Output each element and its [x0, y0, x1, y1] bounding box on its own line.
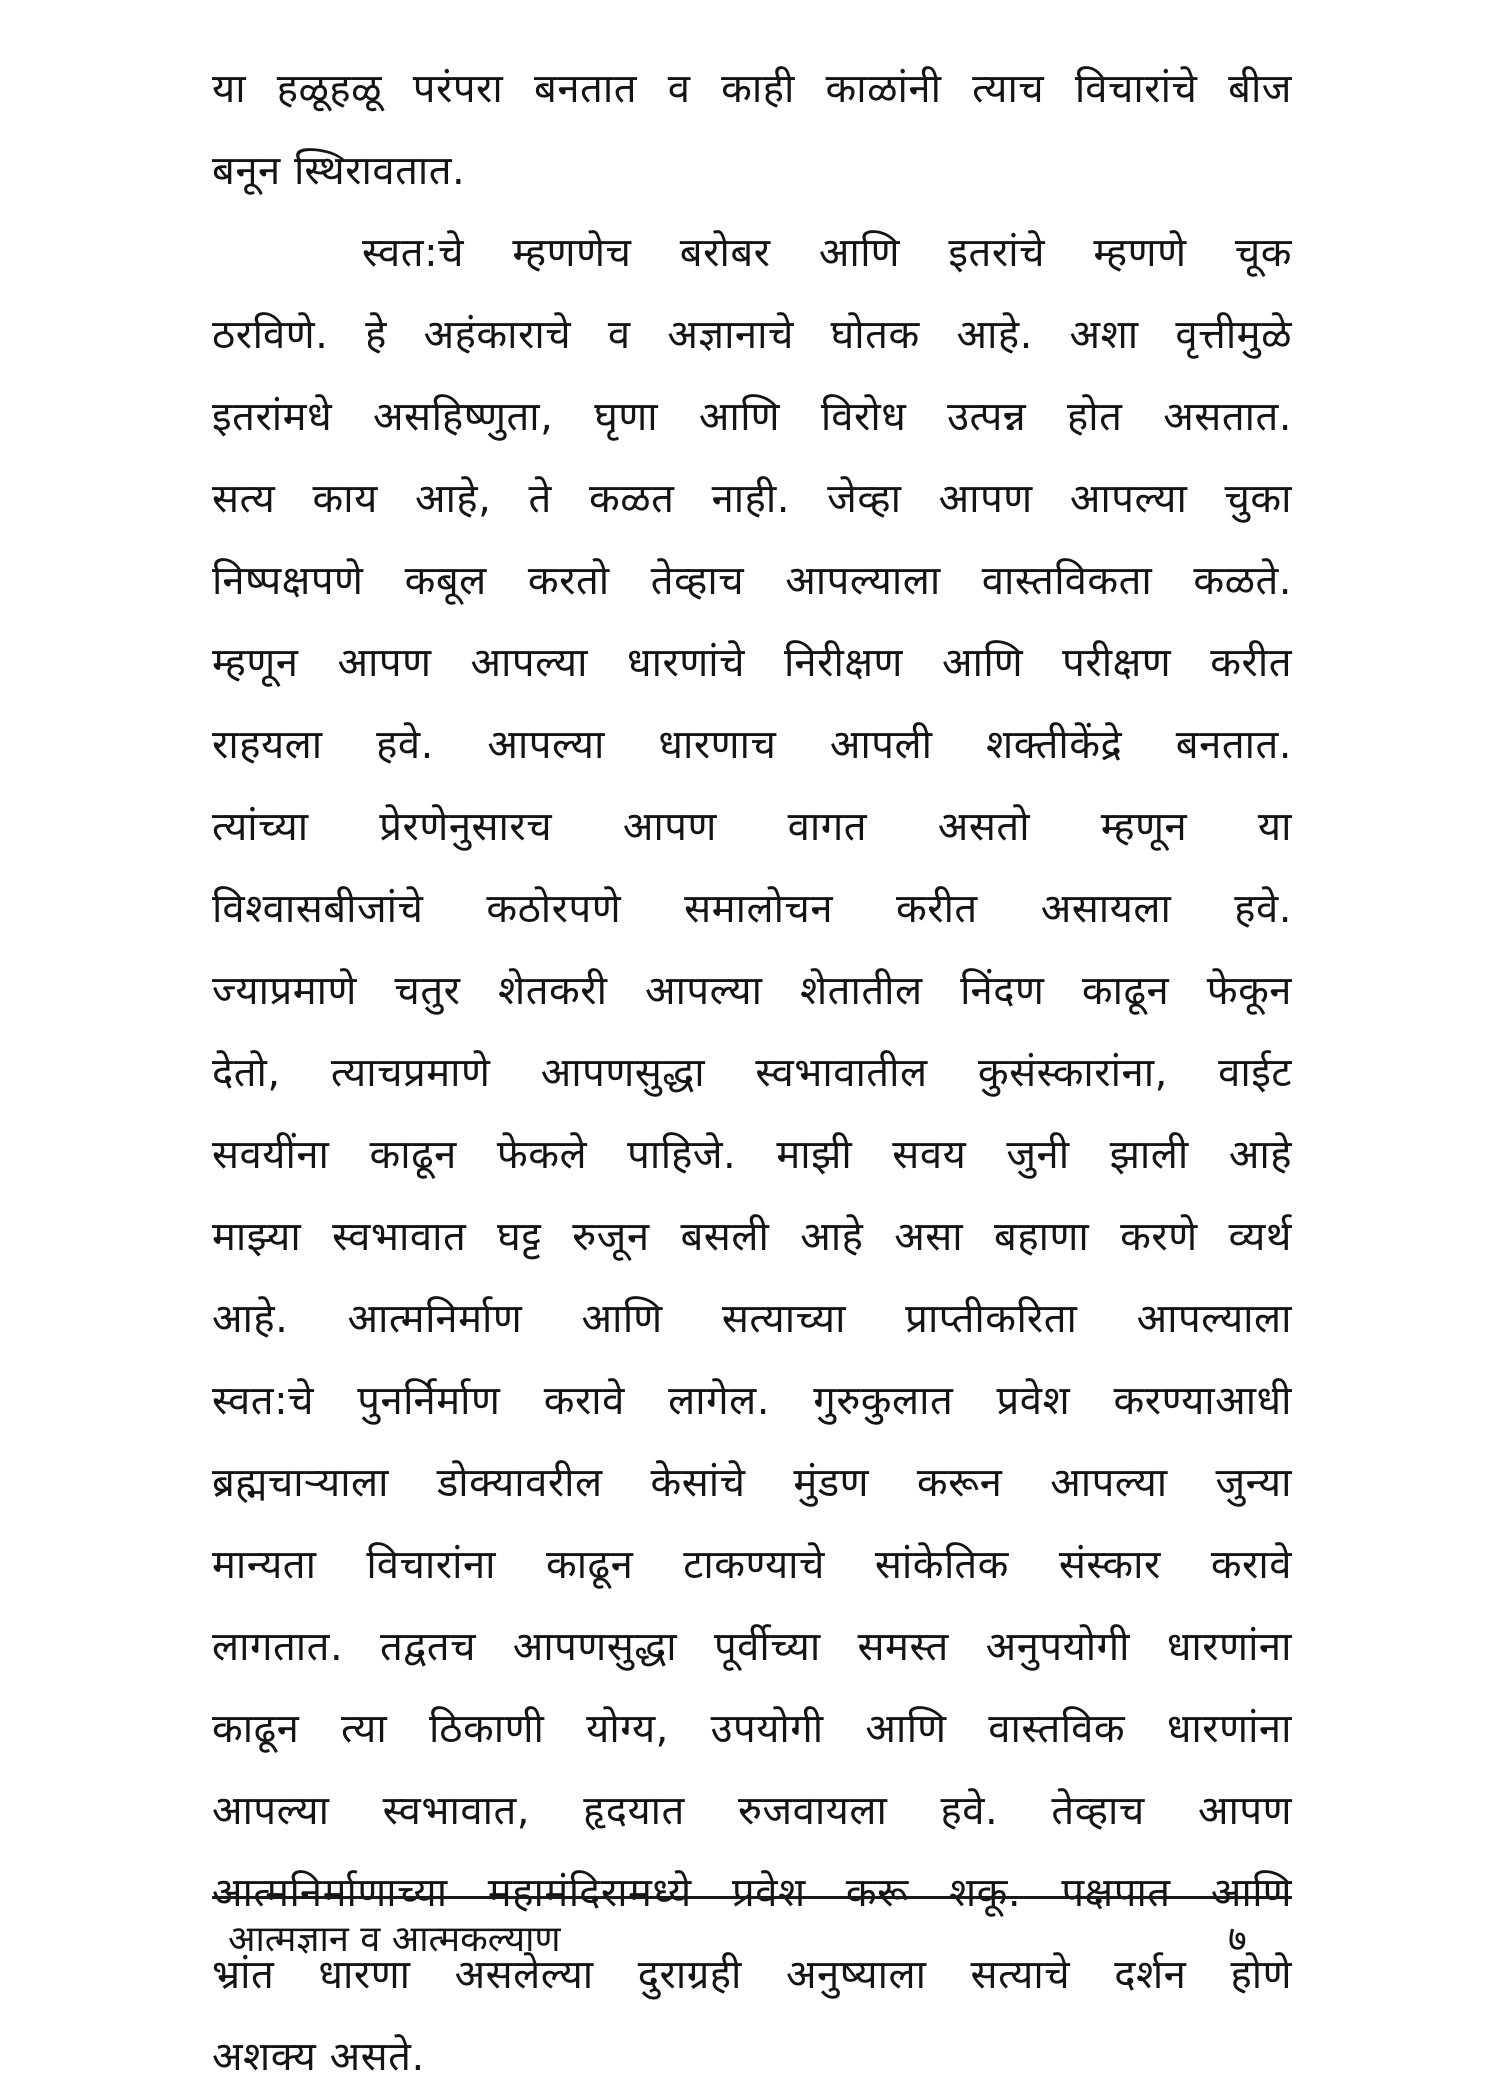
body-text: [212, 48, 1292, 2098]
text-line: ब्रह्मचाऱ्याला डोक्यावरील केसांचे मुंडण करून आपल्या जुन्या: [212, 1460, 1292, 1506]
text-line: स्वत:चे पुनर्निर्माण करावे लागेल. गुरुकुलात प्रवेश करण्याआधी: [212, 1378, 1292, 1424]
text-line: आत्मनिर्माणाच्या महामंदिरामध्ये प्रवेश करू शकू. पक्षपात आणि: [212, 1870, 1292, 1916]
text-line: भ्रांत धारणा असलेल्या दुराग्रही अनुष्याला सत्याचे दर्शन होणे: [212, 1952, 1292, 1998]
text-line: सवयींना काढून फेकले पाहिजे. माझी सवय जुनी झाली आहे: [212, 1132, 1292, 1178]
text-line: मान्यता विचारांना काढून टाकण्याचे सांकेतिक संस्कार करावे: [212, 1542, 1292, 1588]
text-line: बनून स्थिरावतात.: [212, 148, 466, 194]
text-line: ठरविणे. हे अहंकाराचे व अज्ञानाचे घोतक आहे. अशा वृत्तीमुळे: [212, 312, 1292, 358]
paragraph-first-line: स्वत:चे म्हणणेच बरोबर आणि इतरांचे म्हणणे चूक: [362, 230, 1292, 276]
text-line: राहयला हवे. आपल्या धारणाच आपली शक्तीकेंद्रे बनतात.: [212, 722, 1292, 768]
text-line: माझ्या स्वभावात घट्ट रुजून बसली आहे असा बहाणा करणे व्यर्थ: [212, 1214, 1292, 1260]
text-line: त्यांच्या प्रेरणेनुसारच आपण वागत असतो म्हणून या: [212, 804, 1292, 850]
text-line: इतरांमधे असहिष्णुता, घृणा आणि विरोध उत्पन्न होत असतात.: [212, 394, 1292, 440]
text-line: या हळूहळू परंपरा बनतात व काही काळांनी त्याच विचारांचे बीज: [212, 66, 1292, 112]
text-line: ज्याप्रमाणे चतुर शेतकरी आपल्या शेतातील निंदण काढून फेकून: [212, 968, 1292, 1014]
text-line: लागतात. तद्वतच आपणसुद्धा पूर्वीच्या समस्त अनुपयोगी धारणांना: [212, 1624, 1292, 1670]
footer-divider: [212, 1896, 1292, 1899]
text-line: निष्पक्षपणे कबूल करतो तेव्हाच आपल्याला वास्तविकता कळते.: [212, 558, 1292, 604]
text-line: काढून त्या ठिकाणी योग्य, उपयोगी आणि वास्तविक धारणांना: [212, 1706, 1292, 1752]
text-line: आहे. आत्मनिर्माण आणि सत्याच्या प्राप्तीकरिता आपल्याला: [212, 1296, 1292, 1342]
text-line: आपल्या स्वभावात, हृदयात रुजवायला हवे. तेव्हाच आपण: [212, 1788, 1292, 1834]
text-line: सत्य काय आहे, ते कळत नाही. जेव्हा आपण आपल्या चुका: [212, 476, 1292, 522]
text-line: देतो, त्याचप्रमाणे आपणसुद्धा स्वभावातील कुसंस्कारांना, वाईट: [212, 1050, 1292, 1096]
text-line: विश्वासबीजांचे कठोरपणे समालोचन करीत असायला हवे.: [212, 886, 1292, 932]
page-number: ७: [1228, 1919, 1247, 1960]
text-line: अशक्य असते.: [212, 2034, 425, 2080]
running-footer-title: आत्मज्ञान व आत्मकल्याण: [228, 1919, 561, 1960]
text-line: म्हणून आपण आपल्या धारणांचे निरीक्षण आणि परीक्षण करीत: [212, 640, 1292, 686]
